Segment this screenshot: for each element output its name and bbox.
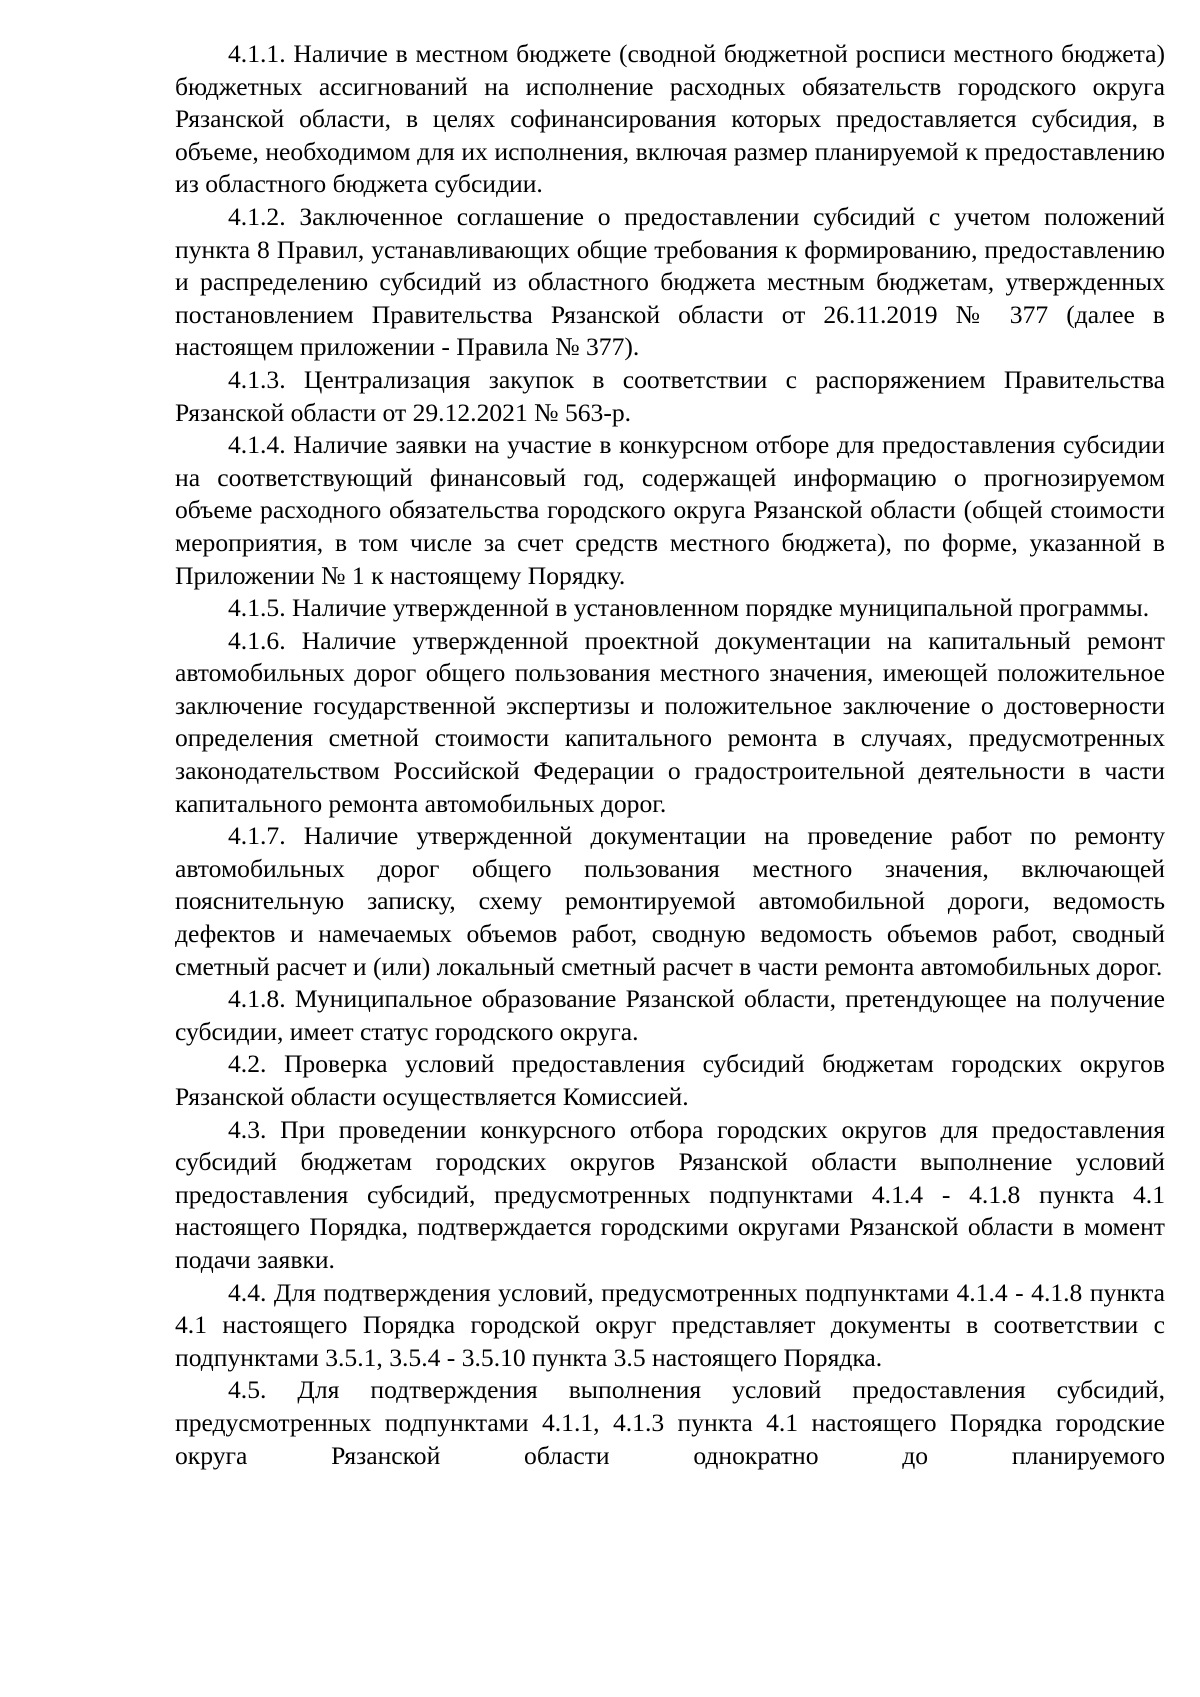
- paragraph-4-1-3: 4.1.3. Централизация закупок в соответствии с распоряжением Правительства Рязанской области от 29.12.2021 № 563-р.: [175, 364, 1165, 427]
- paragraph-4-1-1: 4.1.1. Наличие в местном бюджете (сводной бюджетной росписи местного бюджета) бюджетных ассигнований на исполнение расходных обязательств городского округа Рязанской области, в целях софинансирования которых предоставляется субсидия, в объеме, необходимом для их исполнения, включая размер планируемой к предоставлению из областного бюджета субсидии.: [175, 39, 1165, 199]
- paragraph-4-2: 4.2. Проверка условий предоставления субсидий бюджетам городских округов Рязанской области осуществляется Комиссией.: [175, 1049, 1165, 1111]
- paragraph-4-1-6: 4.1.6. Наличие утвержденной проектной документации на капитальный ремонт автомобильных дорог общего пользования местного значения, имеющей положительное заключение государственной экспертизы и положительное заключение о достоверности определения сметной стоимости капитального ремонта в случаях, предусмотренных законодательством Российской Федерации о градостроительной деятельности в части капитального ремонта автомобильных дорог.: [175, 625, 1165, 818]
- paragraph-4-5: 4.5. Для подтверждения выполнения условий предоставления субсидий, предусмотренных подпунктами 4.1.1, 4.1.3 пункта 4.1 настоящего Порядка городские округа Рязанской области однократно до планируемого: [175, 1375, 1165, 1470]
- paragraph-4-3: 4.3. При проведении конкурсного отбора городских округов для предоставления субсидий бюджетам городских округов Рязанской области выполнение условий предоставления субсидий, предусмотренных подпунктами 4.1.4 - 4.1.8 пункта 4.1 настоящего Порядка, подтверждается городскими округами Рязанской области в момент подачи заявки.: [175, 1114, 1165, 1274]
- paragraph-4-1-5: 4.1.5. Наличие утвержденной в установленном порядке муниципальной программы.: [228, 593, 1150, 623]
- paragraph-4-1-2: 4.1.2. Заключенное соглашение о предоставлении субсидий с учетом положений пункта 8 Правил, устанавливающих общие требования к формированию, предоставлению и распределению субсидий из областного бюджета местным бюджетам, утвержденных постановлением Правительства Рязанской области от 26.11.2019 № 377 (далее в настоящем приложении - Правила № 377).: [175, 201, 1165, 362]
- paragraph-4-4: 4.4. Для подтверждения условий, предусмотренных подпунктами 4.1.4 - 4.1.8 пункта 4.1 настоящего Порядка городской округ представляет документы в соответствии с подпунктами 3.5.1, 3.5.4 - 3.5.10 пункта 3.5 настоящего Порядка.: [175, 1277, 1165, 1372]
- paragraph-4-1-7: 4.1.7. Наличие утвержденной документации на проведение работ по ремонту автомобильных дорог общего пользования местного значения, включающей пояснительную записку, схему ремонтируемой автомобильной дороги, ведомость дефектов и намечаемых объемов работ, сводную ведомость объемов работ, сводный сметный расчет и (или) локальный сметный расчет в части ремонта автомобильных дорог.: [175, 821, 1165, 981]
- document-page: [175, 38, 1165, 1472]
- paragraph-4-1-4: 4.1.4. Наличие заявки на участие в конкурсном отборе для предоставления субсидии на соответствующий финансовый год, содержащей информацию о прогнозируемом объеме расходного обязательства городского округа Рязанской области (общей стоимости мероприятия, в том числе за счет средств местного бюджета), по форме, указанной в Приложении № 1 к настоящему Порядку.: [175, 430, 1165, 590]
- paragraph-4-1-8: 4.1.8. Муниципальное образование Рязанской области, претендующее на получение субсидии, имеет статус городского округа.: [175, 984, 1165, 1046]
